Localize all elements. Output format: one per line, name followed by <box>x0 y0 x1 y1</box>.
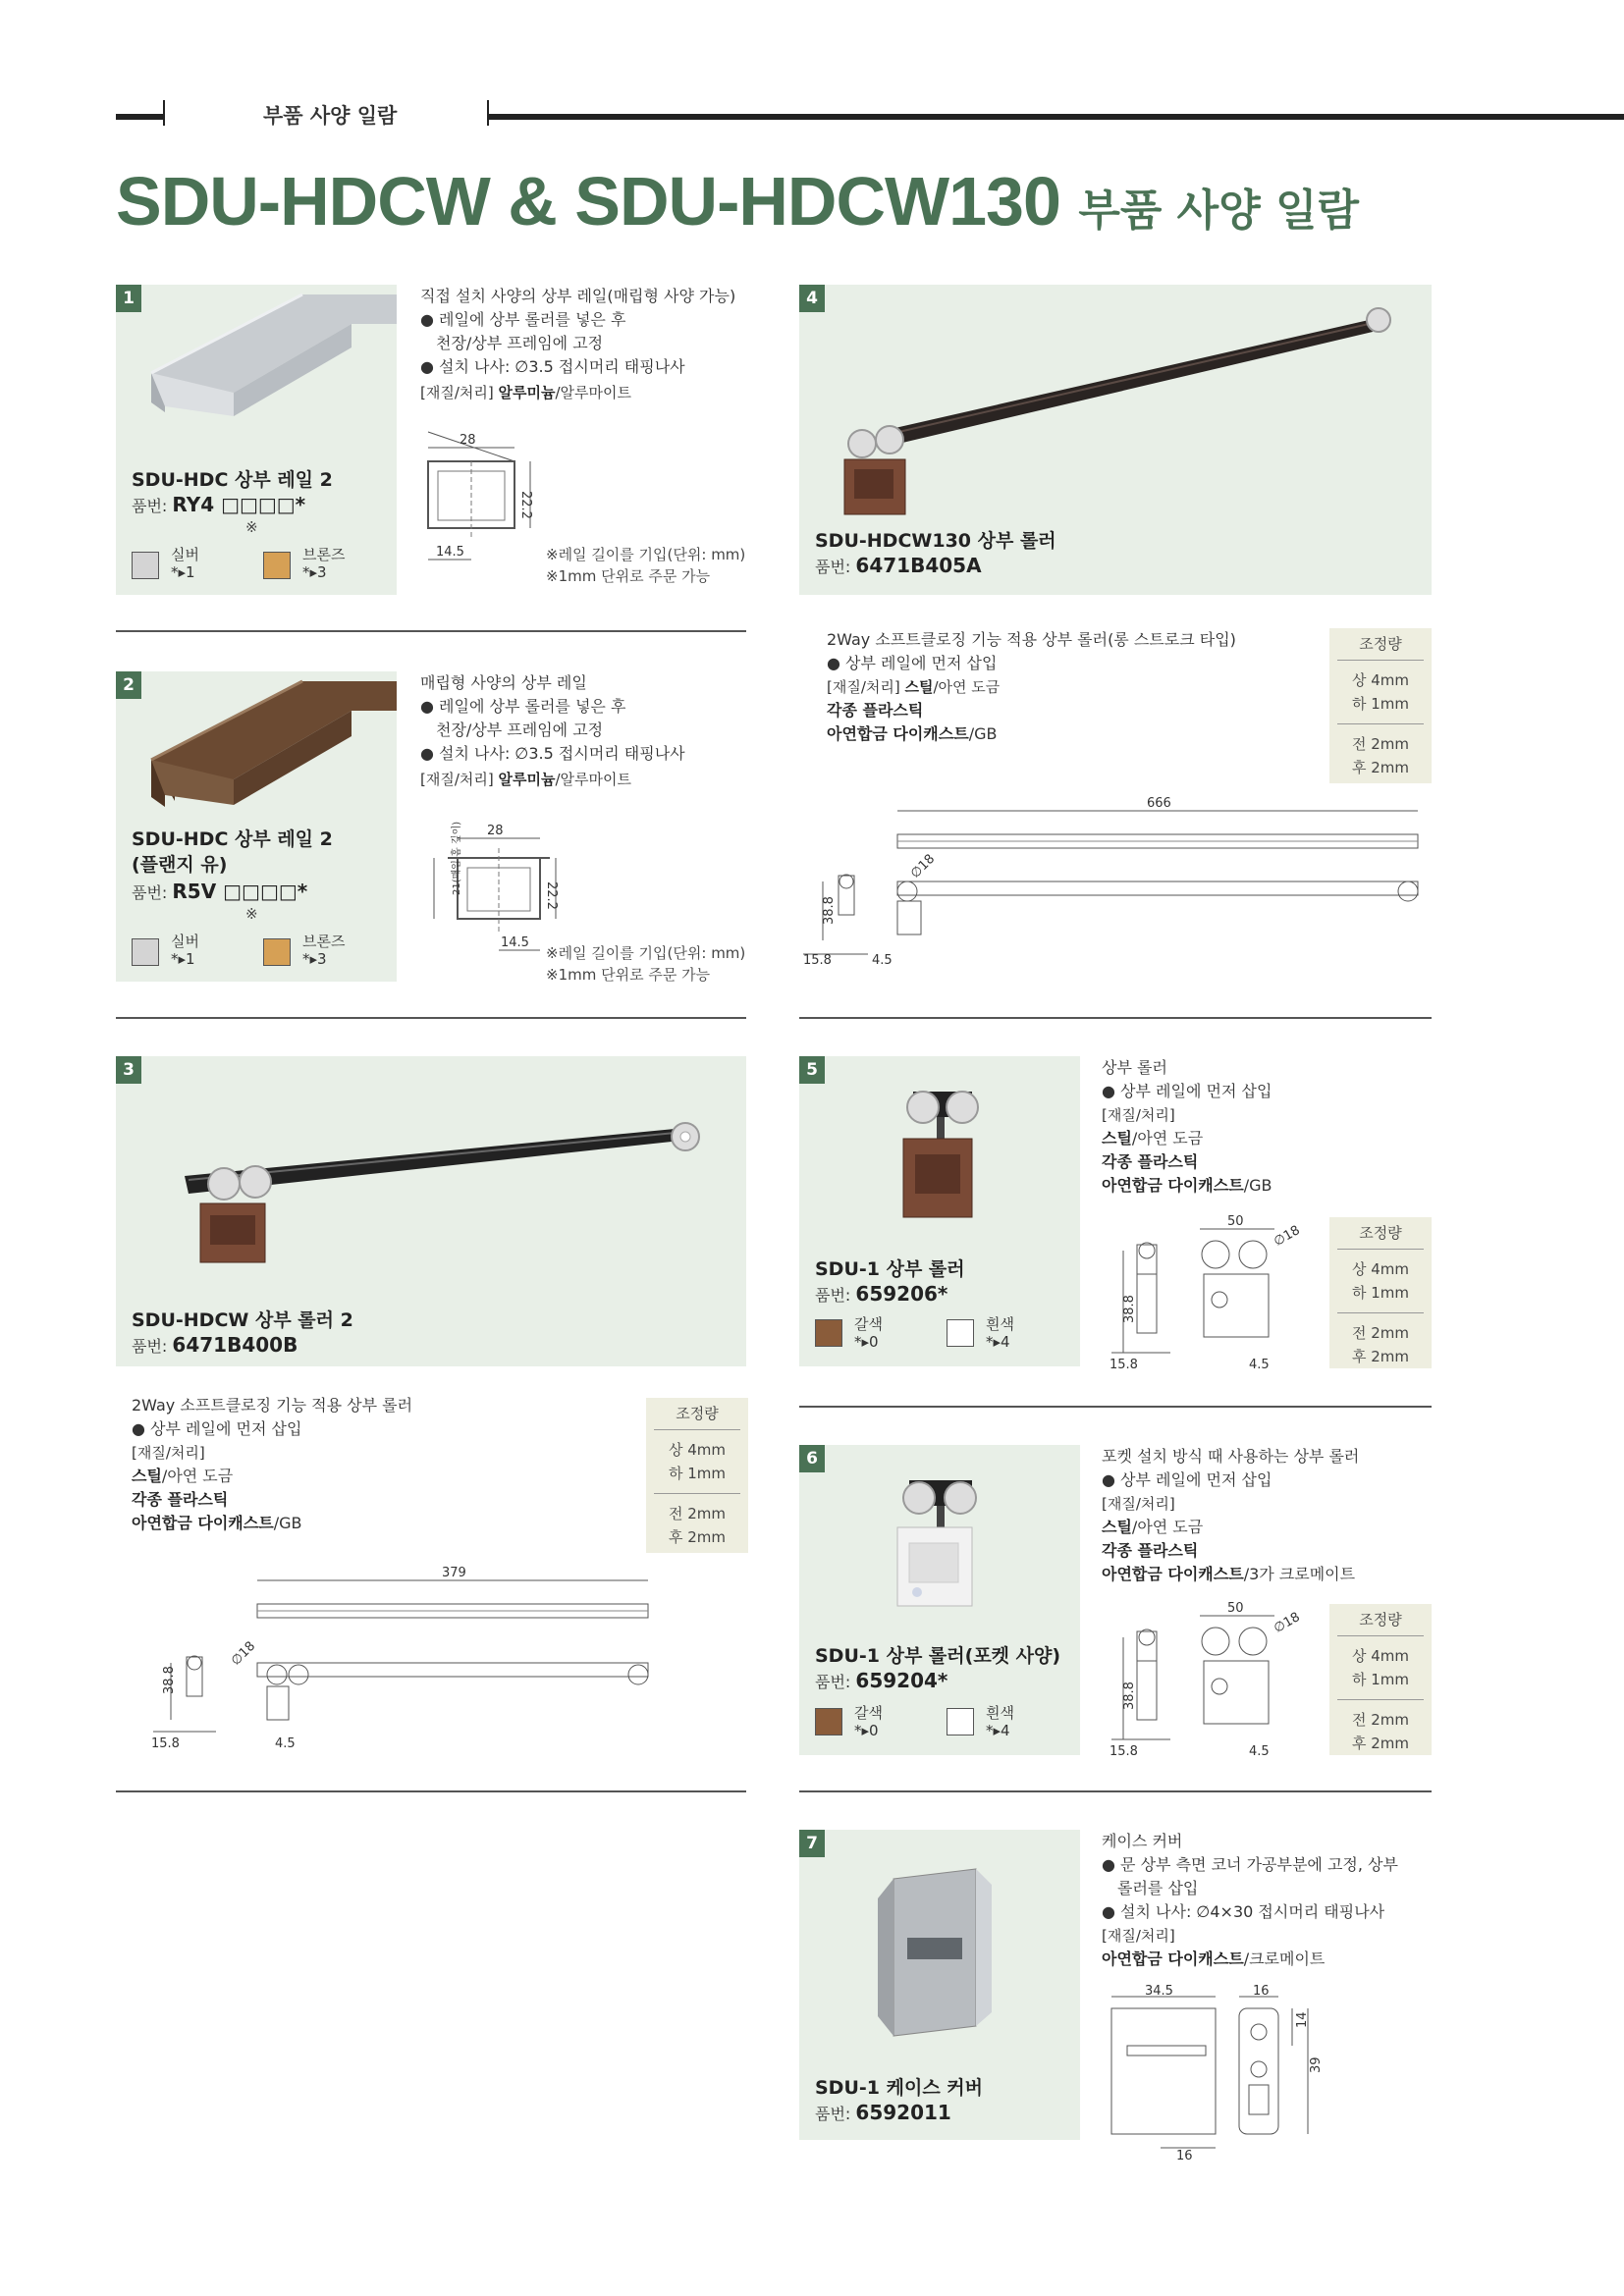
item-3-card <box>116 1056 746 1366</box>
sdu1-roller-pocket-image <box>799 1445 1080 1641</box>
swatch-bronze <box>263 552 291 579</box>
svg-text:34.5: 34.5 <box>1145 1984 1173 1999</box>
svg-text:14.5: 14.5 <box>436 545 464 560</box>
item-2-desc: 매립형 사양의 상부 레일 ● 레일에 상부 롤러를 넣은 후 천장/상부 프레임에 고정 ● 설치 나사: ∅3.5 접시머리 태핑나사 [재질/처리] 알루미늄/알루마이트 <box>420 673 685 788</box>
item-4-drawing <box>799 797 1428 974</box>
item-1-card <box>116 285 397 595</box>
swatch-silver-label: 실버 *▸1 <box>171 546 199 581</box>
item-3-desc: 2Way 소프트클로징 기능 적용 상부 롤러 ● 상부 레일에 먼저 삽입 [재질/처리] 스틸/아연 도금 각종 플라스틱 아연합금 다이캐스트/GB <box>132 1396 413 1532</box>
swatch-white <box>947 1708 974 1735</box>
item-2-profile-drawing <box>418 821 566 962</box>
svg-text:22.2: 22.2 <box>518 491 533 519</box>
svg-text:14.5: 14.5 <box>501 935 529 950</box>
svg-text:15.8: 15.8 <box>1110 1358 1138 1372</box>
item-2-notes: ※레일 길이를 기입(단위: mm) ※1mm 단위로 주문 가능 <box>546 944 746 984</box>
swatch-brown <box>815 1708 842 1735</box>
svg-text:∅18: ∅18 <box>1272 1610 1303 1636</box>
page-title-sub: 부품 사양 일람 <box>1078 186 1360 236</box>
item-name: SDU-1 상부 롤러 <box>815 1258 965 1280</box>
divider <box>116 1790 746 1792</box>
item-number: 3 <box>116 1056 141 1084</box>
svg-text:50: 50 <box>1227 1214 1244 1229</box>
item-6-card <box>799 1445 1080 1755</box>
svg-text:∅18: ∅18 <box>228 1638 259 1669</box>
swatch-silver <box>132 552 159 579</box>
swatch-bronze <box>263 938 291 966</box>
swatch-brown-label: 갈색 *▸0 <box>854 1704 883 1739</box>
item-5-desc: 상부 롤러 ● 상부 레일에 먼저 삽입 [재질/처리] 스틸/아연 도금 각종 플라스틱 아연합금 다이캐스트/GB <box>1102 1058 1272 1195</box>
item-4-card <box>799 285 1432 595</box>
divider <box>799 1790 1432 1792</box>
upper-roller-130-image <box>799 285 1432 481</box>
svg-text:379: 379 <box>442 1566 466 1580</box>
svg-text:15.8: 15.8 <box>1110 1744 1138 1759</box>
divider <box>799 1017 1432 1019</box>
item-7-drawing <box>1102 1984 1337 2163</box>
svg-text:38.8: 38.8 <box>822 896 837 925</box>
header-tick-right <box>487 100 489 126</box>
svg-text:15.8: 15.8 <box>151 1736 180 1751</box>
swatch-bronze-label: 브론즈 *▸3 <box>302 933 346 968</box>
header-rule-left <box>116 114 163 120</box>
adjustment-box: 조정량 상 4mm 하 1mm 전 2mm 후 2mm <box>1329 628 1432 783</box>
sdu1-roller-brown-image <box>799 1056 1080 1253</box>
swatch-white-label: 흰색 *▸4 <box>986 1315 1014 1351</box>
swatch-brown-label: 갈색 *▸0 <box>854 1315 883 1351</box>
item-code: 품번: R5V □□□□* <box>132 880 308 903</box>
item-1-profile-drawing <box>412 432 550 569</box>
swatch-bronze-label: 브론즈 *▸3 <box>302 546 346 581</box>
item-name: SDU-HDCW 상부 롤러 2 <box>132 1309 353 1331</box>
svg-text:28: 28 <box>487 824 504 838</box>
svg-text:666: 666 <box>1147 796 1171 811</box>
swatch-white <box>947 1319 974 1347</box>
item-name: SDU-HDC 상부 레일 2 <box>132 469 333 491</box>
rail-silver-image <box>116 285 397 481</box>
swatch-silver-label: 실버 *▸1 <box>171 933 199 968</box>
item-3-drawing <box>147 1565 697 1751</box>
item-1-notes: ※레일 길이를 기입(단위: mm) ※1mm 단위로 주문 가능 <box>546 546 746 585</box>
svg-text:39: 39 <box>1309 2056 1324 2073</box>
item-number: 6 <box>799 1445 825 1472</box>
svg-text:38.8: 38.8 <box>1122 1295 1137 1323</box>
svg-text:38.8: 38.8 <box>162 1666 177 1694</box>
item-6-drawing <box>1102 1601 1318 1759</box>
swatch-white-label: 흰색 *▸4 <box>986 1704 1014 1739</box>
item-5-card <box>799 1056 1080 1366</box>
item-7-desc: 케이스 커버 ● 문 상부 측면 코너 가공부분에 고정, 상부 롤러를 삽입 ● 설치 나사: ∅4×30 접시머리 태핑나사 [재질/처리] 아연합금 다이캐스트/크로메이트 <box>1102 1832 1398 1968</box>
item-name: SDU-1 케이스 커버 <box>815 2077 983 2099</box>
svg-text:∅18: ∅18 <box>1272 1223 1303 1250</box>
item-2-card <box>116 671 397 982</box>
svg-text:16: 16 <box>1176 2149 1193 2163</box>
svg-text:16: 16 <box>1253 1984 1270 1999</box>
adjustment-box: 조정량 상 4mm 하 1mm 전 2mm 후 2mm <box>1329 1217 1432 1368</box>
item-code: 품번: 6471B400B <box>132 1333 298 1357</box>
swatch-silver <box>132 938 159 966</box>
item-4-desc: 2Way 소프트클로징 기능 적용 상부 롤러(롱 스트로크 타입) ● 상부 레일에 먼저 삽입 [재질/처리] 스틸/아연 도금 각종 플라스틱 아연합금 다이캐스트/GB <box>827 630 1236 743</box>
item-1-desc: 직접 설치 사양의 상부 레일(매립형 사양 가능) ● 레일에 상부 롤러를 넣은 후 천장/상부 프레임에 고정 ● 설치 나사: ∅3.5 접시머리 태핑나사 [재질/처리] 알루미늄/알루마이트 <box>420 287 736 401</box>
item-code-note: ※ <box>245 518 258 536</box>
svg-text:22.2: 22.2 <box>544 881 559 910</box>
item-code: 품번: RY4 □□□□* <box>132 493 306 516</box>
svg-text:50: 50 <box>1227 1601 1244 1616</box>
item-name: SDU-HDC 상부 레일 2 (플랜지 유) <box>132 828 333 876</box>
header-tick-left <box>163 100 165 126</box>
item-code: 품번: 6592011 <box>815 2101 951 2124</box>
svg-text:14: 14 <box>1295 2011 1310 2028</box>
svg-text:28: 28 <box>460 433 476 448</box>
item-6-desc: 포켓 설치 방식 때 사용하는 상부 롤러 ● 상부 레일에 먼저 삽입 [재질/처리] 스틸/아연 도금 각종 플라스틱 아연합금 다이캐스트/3가 크로메이트 <box>1102 1447 1360 1583</box>
item-code: 품번: 659204* <box>815 1669 948 1692</box>
svg-text:4.5: 4.5 <box>872 953 893 968</box>
adjustment-box: 조정량 상 4mm 하 1mm 전 2mm 후 2mm <box>1329 1604 1432 1755</box>
item-5-drawing <box>1102 1214 1318 1372</box>
svg-text:15.8: 15.8 <box>803 953 832 968</box>
svg-text:4.5: 4.5 <box>1249 1744 1270 1759</box>
svg-text:∅18: ∅18 <box>907 851 939 881</box>
header-label: 부품 사양 일람 <box>263 104 398 128</box>
svg-text:4.5: 4.5 <box>1249 1358 1270 1372</box>
item-number: 5 <box>799 1056 825 1084</box>
svg-text:4.5: 4.5 <box>275 1736 296 1751</box>
item-7-card <box>799 1830 1080 2140</box>
svg-text:38.8: 38.8 <box>1122 1682 1137 1710</box>
case-cover-image <box>799 1830 1080 2065</box>
page-title-main: SDU-HDCW & SDU-HDCW130 <box>116 163 1060 240</box>
divider <box>799 1406 1432 1408</box>
item-code-note: ※ <box>245 905 258 923</box>
swatch-brown <box>815 1319 842 1347</box>
upper-roller-image <box>116 1056 746 1253</box>
item-number: 1 <box>116 285 141 312</box>
adjustment-box: 조정량 상 4mm 하 1mm 전 2mm 후 2mm <box>646 1398 748 1553</box>
item-name: SDU-1 상부 롤러(포켓 사양) <box>815 1645 1061 1667</box>
svg-text:21(매입 홈 깊이): 21(매입 홈 깊이) <box>452 821 462 895</box>
item-number: 2 <box>116 671 141 699</box>
item-code: 품번: 6471B405A <box>815 554 982 577</box>
item-code: 품번: 659206* <box>815 1282 948 1306</box>
divider <box>116 1017 746 1019</box>
page-title <box>116 157 1359 255</box>
header-rule-right <box>489 114 1624 120</box>
divider <box>116 630 746 632</box>
item-name: SDU-HDCW130 상부 롤러 <box>815 530 1056 552</box>
item-number: 7 <box>799 1830 825 1857</box>
item-number: 4 <box>799 285 825 312</box>
